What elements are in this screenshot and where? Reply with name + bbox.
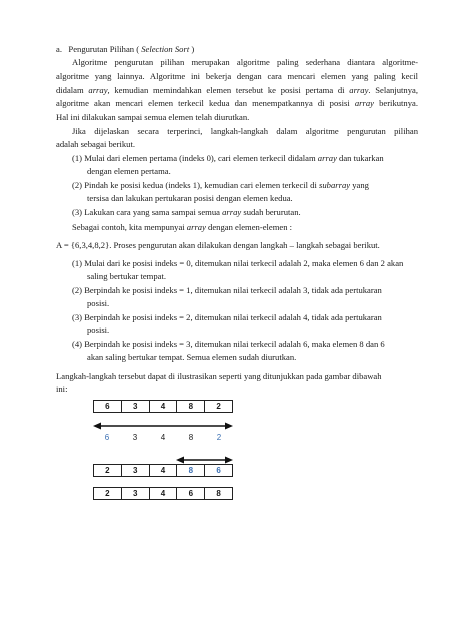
heading-marker: a. <box>56 44 62 54</box>
process-4-line1: (4) Berpindah ke posisi indeks = 3, ditemukan nilai terkecil adalah 6, maka elemen 8 dan 6 <box>72 339 385 349</box>
section-heading: a. Pengurutan Pilihan ( Selection Sort ) <box>56 44 195 54</box>
array-cell: 3 <box>122 401 150 412</box>
array-cell: 8 <box>177 401 205 412</box>
array-cell: 3 <box>132 433 138 442</box>
para2-line1: Jika dijelaskan secara terperinci, langkah-langkah dalam algoritme pengurutan pilihan <box>72 126 418 136</box>
process-2-line1: (2) Berpindah ke posisi indeks = 1, ditemukan nilai terkecil adalah 3, tidak ada pertukaran <box>72 285 382 295</box>
array-cell: 6 <box>94 401 122 412</box>
para1-line4: algoritme akan mencari elemen terkecil kedua dan menempatkannya di posisi array berikutnya. <box>56 98 418 108</box>
array-cell: 2 <box>94 465 122 476</box>
array-cell: 8 <box>188 433 194 442</box>
array-cell: 4 <box>150 488 178 499</box>
swap-arrow-1 <box>93 421 233 431</box>
array-cell-highlighted: 2 <box>216 433 222 442</box>
array-step-2 <box>93 432 233 445</box>
para1-line5: Hal ini dilakukan sampai semua elemen telah diurutkan. <box>56 112 250 122</box>
array-cell: 4 <box>150 401 178 412</box>
process-2-line2: posisi. <box>87 298 110 308</box>
process-3-line2: posisi. <box>87 325 110 335</box>
array-cell-highlighted: 6 <box>216 466 221 475</box>
process-1-line1: (1) Mulai dari ke posisi indeks = 0, ditemukan nilai terkecil adalah 2, maka elemen 6 dan 2 akan <box>72 258 404 268</box>
step-2-line1: (2) Pindah ke posisi kedua (indeks 1), kemudian cari elemen terkecil di subarray yang <box>72 180 369 190</box>
array-cell: 4 <box>160 433 166 442</box>
step-2-line2: tersisa dan lakukan pertukaran posisi dengan elemen kedua. <box>87 193 293 203</box>
array-cell: 8 <box>216 489 221 498</box>
step-3: (3) Lakukan cara yang sama sampai semua array sudah berurutan. <box>72 207 301 217</box>
heading-italic-term: Selection Sort <box>141 44 190 54</box>
array-step-3 <box>93 464 233 477</box>
illustration-line1: Langkah-langkah tersebut dapat di ilustrasikan seperti yang ditunjukkan pada gambar dibawah <box>56 371 382 381</box>
example-line: Sebagai contoh, kita mempunyai array dengan elemen-elemen : <box>72 222 293 232</box>
para2-line2: adalah sebagai berikut. <box>56 139 135 149</box>
array-cell: 4 <box>150 465 178 476</box>
array-cell-highlighted: 8 <box>177 465 205 476</box>
process-3-line1: (3) Berpindah ke posisi indeks = 2, ditemukan nilai terkecil adalah 4, tidak ada pertukaran <box>72 312 382 322</box>
step-1-line2: dengan elemen pertama. <box>87 166 171 176</box>
para1-line3: didalam array, kemudian memindahkan elemen tersebut ke posisi pertama di array. Selanjutnya, <box>56 85 418 95</box>
array-cell: 3 <box>122 465 150 476</box>
array-cell: 6 <box>177 488 205 499</box>
array-step-1 <box>93 400 233 413</box>
process-1-line2: saling bertukar tempat. <box>87 271 166 281</box>
illustration-line2: ini: <box>56 384 68 394</box>
array-cell: 3 <box>122 488 150 499</box>
step-1-line1: (1) Mulai dari elemen pertama (indeks 0), cari elemen terkecil didalam array dan tukarkan <box>72 153 384 163</box>
para1-line2: algoritme yang lainnya. Algoritme ini bekerja dengan cara mencari elemen yang paling kecil <box>56 71 418 81</box>
para1-line1: Algoritme pengurutan pilihan merupakan algoritme paling sederhana diantara algoritme- <box>72 57 418 67</box>
array-step-4 <box>93 487 233 500</box>
array-cell: 2 <box>216 402 221 411</box>
process-4-line2: akan saling bertukar tempat. Semua elemen sudah diurutkan. <box>87 352 297 362</box>
array-cell: 2 <box>94 488 122 499</box>
array-cell-highlighted: 6 <box>104 433 110 442</box>
array-definition: A = {6,3,4,8,2}. Proses pengurutan akan dilakukan dengan langkah – langkah sebagai berikut. <box>56 240 380 250</box>
